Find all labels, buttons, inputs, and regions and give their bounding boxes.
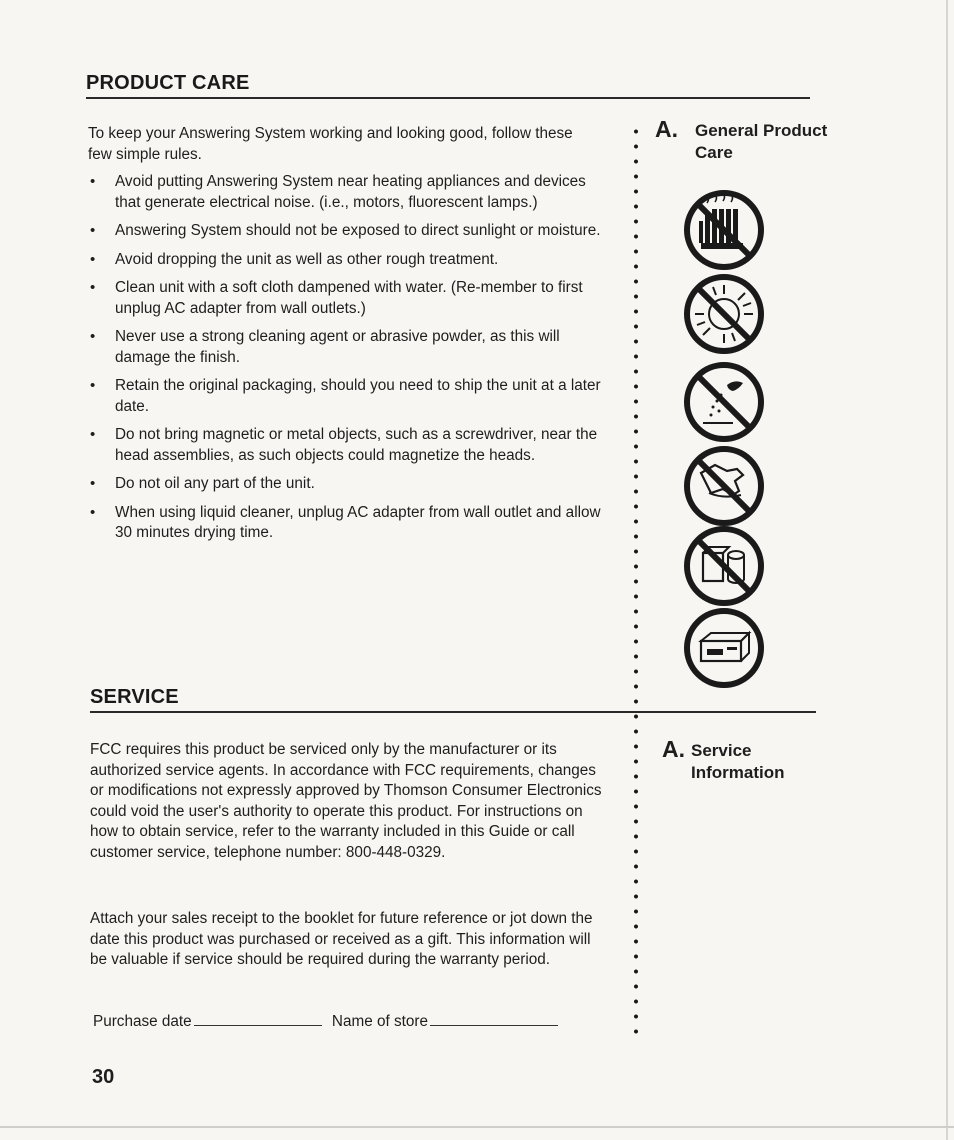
product-care-intro: To keep your Answering System working and looking good, follow these few simple rules. (88, 125, 573, 163)
list-item: • Clean unit with a soft cloth dampened with water. (Re-member to first unplug AC adapter from wall outlets.) (88, 278, 613, 319)
purchase-date-label: Purchase date (93, 1013, 192, 1030)
product-care-heading: PRODUCT CARE (86, 72, 250, 94)
product-care-rule (86, 97, 810, 99)
side-label-text: Service Information (691, 741, 785, 782)
list-item: • Answering System should not be exposed to direct sunlight or moisture. (88, 221, 613, 242)
purchase-info-line (93, 1013, 564, 1031)
page-edge-bottom (0, 1126, 954, 1128)
list-item: • When using liquid cleaner, unplug AC adapter from wall outlet and allow 30 minutes drying time. (88, 503, 613, 544)
side-letter: A. (655, 116, 678, 142)
list-item: • Avoid putting Answering System near heating appliances and devices that generate electrical noise. (i.e., motors, fluorescent lamps.) (88, 172, 613, 213)
store-name-label: Name of store (331, 1013, 428, 1030)
purchase-date-blank[interactable] (194, 1025, 322, 1026)
service-rule (90, 711, 816, 713)
product-care-list (88, 172, 613, 552)
service-paragraph-2: Attach your sales receipt to the booklet for future reference or jot down the date this product was purchased or received as a gift. This information will be valuable if service should be required during the warranty period. (90, 910, 593, 968)
dotted-column-divider (633, 124, 639, 1044)
side-letter: A. (662, 736, 685, 762)
list-item: • Do not bring magnetic or metal objects, such as a screwdriver, near the head assemblies, as such objects could magnetize the heads. (88, 425, 613, 466)
list-item: • Never use a strong cleaning agent or abrasive powder, as this will damage the finish. (88, 327, 613, 368)
list-item: • Avoid dropping the unit as well as other rough treatment. (88, 250, 613, 271)
no-dropping-icon (681, 443, 767, 529)
no-sunlight-icon (681, 271, 767, 357)
store-name-blank[interactable] (430, 1025, 558, 1026)
service-heading: SERVICE (90, 686, 179, 708)
unit-cleaning-icon (681, 605, 767, 691)
no-cleaning-powder-icon (681, 523, 767, 609)
page-number: 30 (92, 1066, 115, 1088)
list-item: • Retain the original packaging, should you need to ship the unit at a later date. (88, 376, 613, 417)
no-heater-icon (681, 187, 767, 273)
page-edge (946, 0, 948, 1140)
side-label-text: General Product Care (695, 121, 828, 162)
list-item: • Do not oil any part of the unit. (88, 474, 613, 495)
no-water-spray-icon (681, 359, 767, 445)
service-paragraph-1: FCC requires this product be serviced only by the manufacturer or its authorized service agents. In accordance with FCC requirements, changes or modifications not expressly approved by Thomson Consumer Electronics could void the user's authority to operate this product. For instructions on how to obtain service, refer to the warranty included in this Guide or call customer service, telephone number: 800-448-0329. (90, 741, 602, 861)
